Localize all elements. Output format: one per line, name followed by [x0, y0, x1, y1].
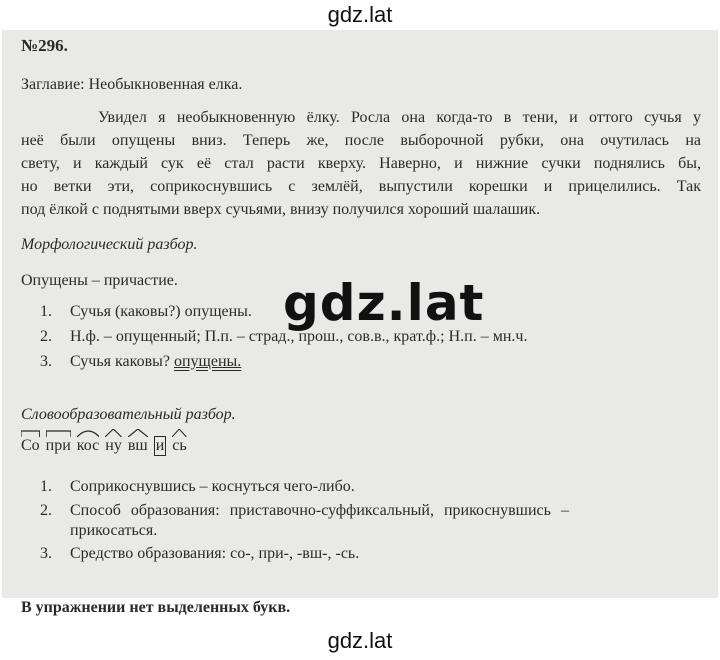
exercise-number: №296.: [21, 36, 68, 55]
paragraph-line: Увидел я необыкновенную ёлку. Росла она когда-то в тени, и оттого сучья у: [98, 109, 701, 126]
word-item: [40, 502, 700, 520]
paragraph-line: свету, и каждый сук её стал расти кверху. Наверно, и нижние сучки поднялись бы,: [21, 155, 701, 172]
watermark-top: gdz.lat: [327, 2, 393, 27]
item-text: Сучья каковы?: [70, 353, 174, 370]
conclusion-text: В упражнении нет выделенных букв.: [21, 599, 291, 616]
item-text: Соприкоснувшись – коснуться чего-либо.: [70, 478, 355, 495]
morpheme-root: кос: [77, 437, 99, 455]
exercise-paragraph: [21, 106, 701, 221]
paragraph-line: неё были опущены вниз. Теперь же, после выборочной рубки, она очутилась на: [21, 132, 701, 149]
paragraph-line: но ветки эти, соприкоснувшись с землёй, выпустили корешки и прицелились. Так: [21, 178, 701, 195]
morpheme-postfix: сь: [172, 437, 186, 455]
word-item: [40, 545, 359, 563]
item-number: 2.: [40, 328, 52, 345]
word-item: [40, 478, 355, 496]
item-number: 1.: [40, 478, 52, 495]
word-formation-heading: Словообразовательный разбор.: [21, 406, 236, 423]
item-text: Н.ф. – опущенный; П.п. – страд., прош., сов.в., крат.ф.; Н.п. – мн.ч.: [70, 328, 528, 345]
item-text: Способ образования: приставочно-суффиксальный, прикоснувшись –: [70, 502, 569, 519]
paragraph-line: под ёлкой с поднятыми вверх сучьями, внизу получился хороший шалашик.: [21, 201, 541, 218]
morpheme-breakdown: [21, 436, 189, 456]
item-number: 1.: [40, 303, 52, 320]
morph-heading: Морфологический разбор.: [21, 236, 198, 253]
word-item: [40, 522, 157, 540]
morpheme-suffix: вш: [128, 437, 148, 455]
morph-word: Опущены – причастие.: [21, 272, 178, 289]
item-text: Сучья (каковы?) опущены.: [70, 303, 252, 320]
item-number: 2.: [40, 502, 52, 519]
item-number: 3.: [40, 545, 52, 562]
item-text: прикосаться.: [70, 522, 158, 539]
watermark-bottom: gdz.lat: [327, 628, 393, 653]
morph-item: [40, 353, 241, 371]
morpheme-prefix: при: [46, 437, 71, 455]
morpheme-suffix: ну: [105, 437, 122, 455]
item-text: Средство образования: со-, при-, -вш-, -сь.: [70, 545, 360, 562]
text-title: Заглавие: Необыкновенная елка.: [21, 76, 243, 93]
item-underlined: опущены.: [173, 353, 242, 370]
morpheme-prefix: Со: [21, 437, 40, 455]
morpheme-ending: и: [155, 437, 165, 454]
watermark-center: gdz.lat: [283, 274, 485, 332]
morph-item: [40, 303, 252, 321]
item-number: 3.: [40, 353, 52, 370]
